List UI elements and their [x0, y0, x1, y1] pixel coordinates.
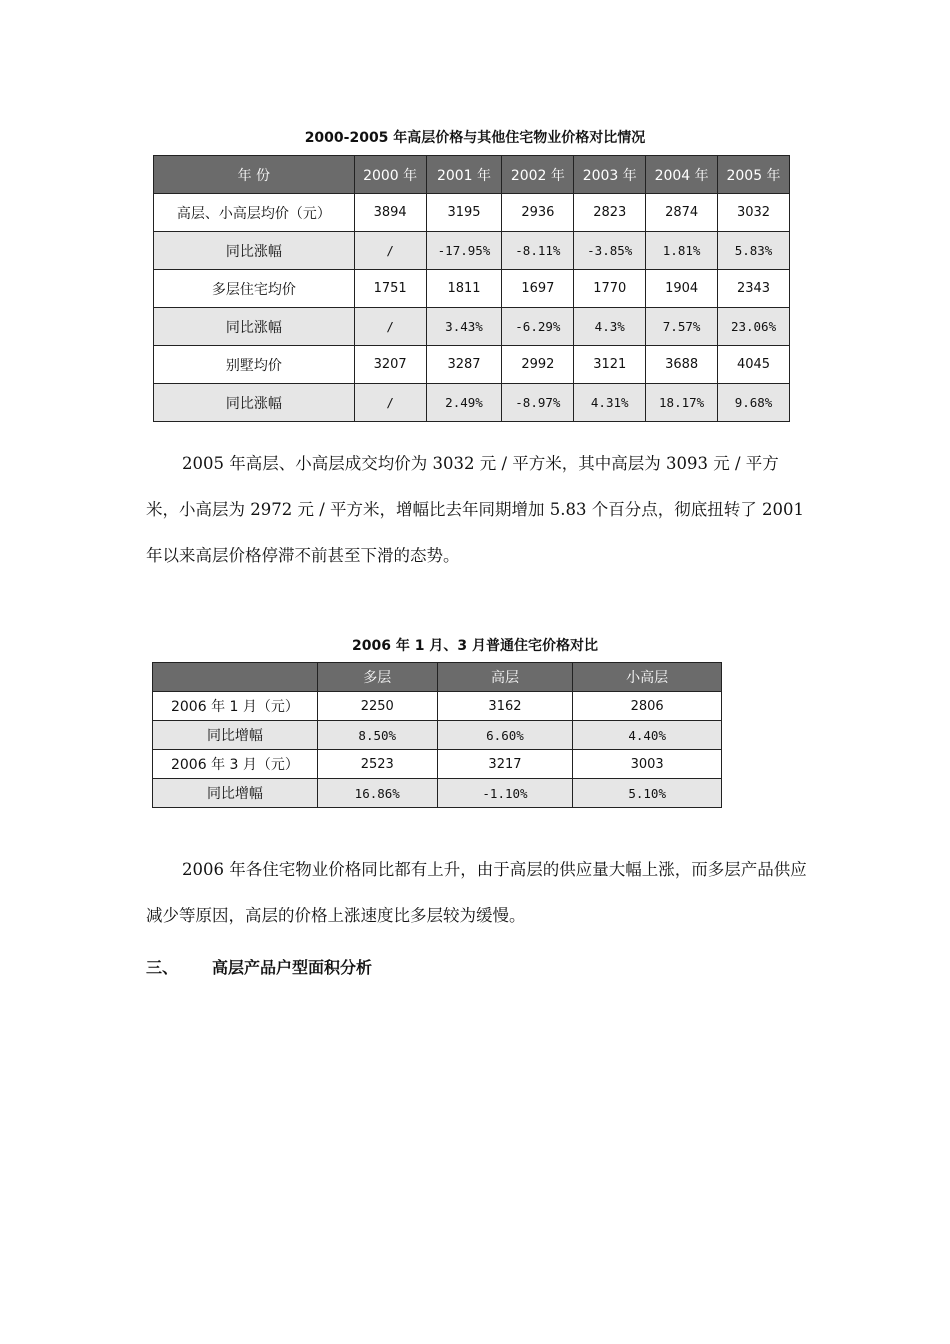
row-label: 同比涨幅	[154, 232, 355, 270]
table2-header-cell	[153, 663, 318, 692]
table2-header-cell: 多层	[317, 663, 437, 692]
paragraph-2006-price-analysis: 2006 年各住宅物业价格同比都有上升，由于高层的供应量大幅上涨，而多层产品供应减少等原因，高层的价格上涨速度比多层较为缓慢。	[146, 860, 807, 925]
row-label: 同比增幅	[153, 779, 318, 808]
row-label: 同比增幅	[153, 721, 318, 750]
table-cell: 9.68%	[718, 384, 790, 422]
table-cell: 4.31%	[574, 384, 646, 422]
table-row	[153, 692, 722, 721]
table1-header-cell: 年 份	[154, 156, 355, 194]
table-cell: 1770	[574, 270, 646, 308]
row-label: 别墅均价	[154, 346, 355, 384]
table-cell: 7.57%	[646, 308, 718, 346]
table-row	[153, 779, 722, 808]
price-comparison-table-2000-2005	[153, 155, 790, 422]
table2-header-cell: 小高层	[573, 663, 722, 692]
table-cell: 3162	[437, 692, 573, 721]
table2-header-cell: 高层	[437, 663, 573, 692]
table-cell: 16.86%	[317, 779, 437, 808]
table2-caption: 2006 年 1 月、3 月普通住宅价格对比	[352, 638, 598, 654]
table1-header-cell: 2002 年	[502, 156, 574, 194]
table-cell: -8.97%	[502, 384, 574, 422]
table-cell: 1697	[502, 270, 574, 308]
table-cell: 2343	[718, 270, 790, 308]
table1-header-cell: 2003 年	[574, 156, 646, 194]
row-label: 同比涨幅	[154, 308, 355, 346]
table1-caption: 2000-2005 年高层价格与其他住宅物业价格对比情况	[304, 130, 646, 146]
table-cell: /	[354, 384, 426, 422]
row-label: 高层、小高层均价（元）	[154, 194, 355, 232]
section-title: 高层产品户型面积分析	[212, 958, 373, 977]
table1-header-cell: 2001 年	[426, 156, 502, 194]
table-cell: /	[354, 308, 426, 346]
table-cell: 3894	[354, 194, 426, 232]
table-cell: 3207	[354, 346, 426, 384]
row-label: 同比涨幅	[154, 384, 355, 422]
paragraph-2005-price-summary: 2005 年高层、小高层成交均价为 3032 元 / 平方米，其中高层为 3093 元 / 平方米，小高层为 2972 元 / 平方米，增幅比去年同期增加 5.83 个百分点，彻底扭转了 2001 年以来高层价格停滞不前甚至下滑的态势。	[146, 454, 804, 565]
table-cell: 1904	[646, 270, 718, 308]
table-cell: 3287	[426, 346, 502, 384]
table-cell: 6.60%	[437, 721, 573, 750]
table1-header-cell: 2005 年	[718, 156, 790, 194]
table2-header-row	[153, 663, 722, 692]
table-cell: -6.29%	[502, 308, 574, 346]
row-label: 2006 年 1 月（元）	[153, 692, 318, 721]
table-cell: 8.50%	[317, 721, 437, 750]
table-cell: -1.10%	[437, 779, 573, 808]
table-row	[154, 194, 790, 232]
table-row	[154, 346, 790, 384]
table1-header-cell: 2000 年	[354, 156, 426, 194]
table-cell: 23.06%	[718, 308, 790, 346]
row-label: 2006 年 3 月（元）	[153, 750, 318, 779]
table-cell: 1811	[426, 270, 502, 308]
table-cell: -3.85%	[574, 232, 646, 270]
table-cell: 3688	[646, 346, 718, 384]
table-cell: 3.43%	[426, 308, 502, 346]
table-cell: 3195	[426, 194, 502, 232]
table-cell: 18.17%	[646, 384, 718, 422]
table-cell: /	[354, 232, 426, 270]
table-cell: 2523	[317, 750, 437, 779]
table-cell: 3003	[573, 750, 722, 779]
table-row	[154, 384, 790, 422]
section-heading	[146, 955, 372, 978]
table-cell: 2992	[502, 346, 574, 384]
table-cell: -8.11%	[502, 232, 574, 270]
section-number: 三、	[146, 958, 179, 977]
table-cell: 1.81%	[646, 232, 718, 270]
row-label: 多层住宅均价	[154, 270, 355, 308]
table-row	[154, 270, 790, 308]
price-comparison-table-2006	[152, 662, 722, 808]
table-cell: 1751	[354, 270, 426, 308]
table-cell: 3032	[718, 194, 790, 232]
table-cell: 2936	[502, 194, 574, 232]
table-cell: -17.95%	[426, 232, 502, 270]
table-cell: 2.49%	[426, 384, 502, 422]
table1-header-row	[154, 156, 790, 194]
table-cell: 2874	[646, 194, 718, 232]
table-cell: 4045	[718, 346, 790, 384]
table-cell: 4.40%	[573, 721, 722, 750]
table-cell: 5.83%	[718, 232, 790, 270]
table-row	[153, 750, 722, 779]
table-cell: 4.3%	[574, 308, 646, 346]
table-row	[154, 232, 790, 270]
table-cell: 5.10%	[573, 779, 722, 808]
table-cell: 2823	[574, 194, 646, 232]
table-row	[154, 308, 790, 346]
table-cell: 2250	[317, 692, 437, 721]
table-cell: 2806	[573, 692, 722, 721]
table-cell: 3217	[437, 750, 573, 779]
table1-header-cell: 2004 年	[646, 156, 718, 194]
table-cell: 3121	[574, 346, 646, 384]
table-row	[153, 721, 722, 750]
